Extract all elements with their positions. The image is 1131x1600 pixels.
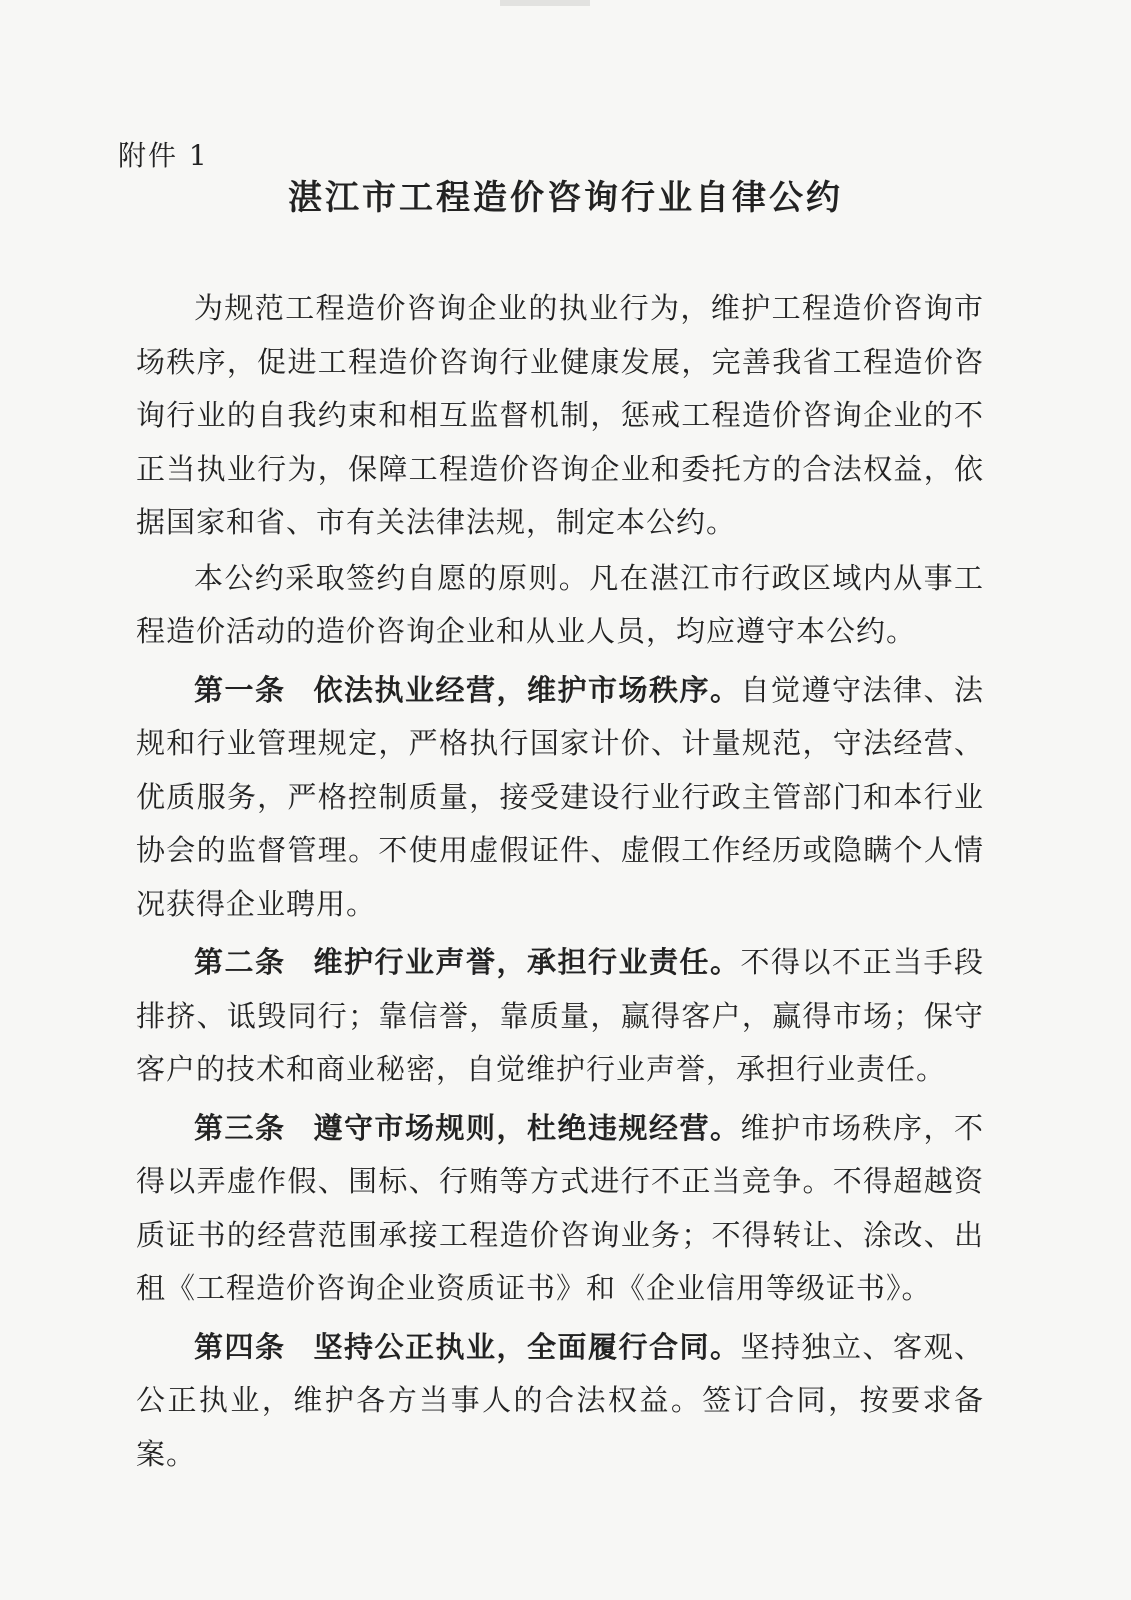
document-body (136, 282, 984, 1486)
preamble-paragraph: 为规范工程造价咨询企业的执业行为，维护工程造价咨询市场秩序，促进工程造价咨询行业健康发展，完善我省工程造价咨询行业的自我约束和相互监督机制，惩戒工程造价咨询企业的不正当执业行为，保障工程造价咨询企业和委托方的合法权益，依据国家和省、市有关法律法规，制定本公约。 (136, 291, 984, 539)
article-heading: 坚持公正执业，全面履行合同。 (313, 1329, 741, 1364)
article-2 (136, 936, 984, 1097)
article-heading: 遵守市场规则，杜绝违规经营。 (313, 1110, 741, 1145)
article-1 (136, 664, 984, 932)
article-number: 第一条 (194, 672, 286, 707)
scan-edge-mark (500, 0, 590, 6)
article-number: 第三条 (194, 1110, 286, 1145)
article-text: 坚持独立、客观、公正执业，维护各方当事人的合法权益。签订合同，按要求备案。 (136, 1329, 984, 1471)
article-text: 不得以不正当手段排挤、诋毁同行；靠信誉，靠质量，赢得客户，赢得市场；保守客户的技术和商业秘密，自觉维护行业声誉，承担行业责任。 (136, 945, 984, 1086)
scope-paragraph: 本公约采取签约自愿的原则。凡在湛江市行政区域内从事工程造价活动的造价咨询企业和从业人员，均应遵守本公约。 (136, 560, 984, 648)
article-number: 第二条 (194, 945, 286, 979)
article-3 (136, 1102, 984, 1316)
article-4 (136, 1321, 984, 1482)
article-heading: 维护行业声誉，承担行业责任。 (313, 945, 741, 979)
article-number: 第四条 (194, 1329, 286, 1364)
article-heading: 依法执业经营，维护市场秩序。 (313, 672, 741, 707)
document-title: 湛江市工程造价咨询行业自律公约 (288, 178, 843, 218)
article-text: 自觉遵守法律、法规和行业管理规定，严格执行国家计价、计量规范，守法经营、优质服务，严格控制质量，接受建设行业行政主管部门和本行业协会的监督管理。不使用虚假证件、虚假工作经历或隐瞒个人情况获得企业聘用。 (136, 672, 984, 921)
attachment-label: 附件 1 (118, 139, 209, 172)
article-text: 维护市场秩序，不得以弄虚作假、围标、行贿等方式进行不正当竞争。不得超越资质证书的经营范围承接工程造价咨询业务；不得转让、涂改、出租《工程造价咨询企业资质证书》和《企业信用等级证书》。 (136, 1110, 984, 1305)
